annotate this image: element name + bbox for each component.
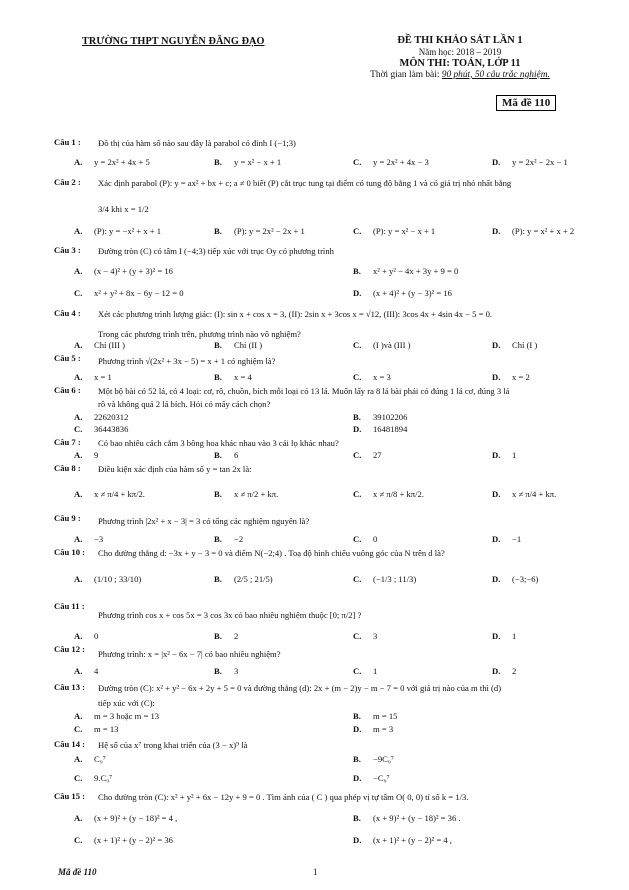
- option-letter: B.: [353, 711, 361, 721]
- option-letter: B.: [214, 450, 222, 460]
- question-label: Câu 6 :: [54, 385, 81, 395]
- answer-option: [214, 534, 243, 544]
- option-text: (P): y = −x² + x + 1: [94, 226, 162, 236]
- option-text: C₉⁷: [94, 754, 106, 764]
- answer-option: [74, 724, 118, 734]
- answer-option: [74, 574, 141, 584]
- option-text: y = x² − x + 1: [234, 157, 282, 167]
- question-label: Câu 14 :: [54, 739, 86, 749]
- option-text: x² + y² − 4x + 3y + 9 = 0: [373, 266, 459, 276]
- answer-option: [353, 340, 410, 350]
- option-text: 6: [234, 450, 239, 460]
- option-text: 3: [373, 631, 378, 641]
- option-letter: C.: [353, 450, 362, 460]
- question-text: Đường tròn (C) có tâm I (−4;3) tiếp xúc với trục Oy có phương trình: [98, 246, 334, 256]
- option-text: x = 2: [512, 372, 530, 382]
- option: [74, 157, 150, 167]
- option-letter: B.: [214, 372, 222, 382]
- option-text: Chỉ (III ): [94, 340, 126, 350]
- answer-option: [353, 773, 390, 783]
- question-text-cont: 3/4 khi x = 1/2: [98, 204, 149, 214]
- option-text: (x + 9)² + (y − 18)² = 36 .: [373, 813, 461, 823]
- question-text: Xác định parabol (P): y = ax² + bx + c; a ≠ 0 biết (P) cắt trục tung tại điểm có tung độ bằng 1 và có giá trị nhỏ nhất bằng: [98, 178, 512, 188]
- answer-option: [74, 813, 177, 823]
- time-line: Thời gian làm bài: 90 phút, 50 câu trắc nghiệm.: [370, 69, 550, 80]
- question-text: Cho đường tròn (C): x² + y² + 6x − 12y + 9 = 0 . Tìm ảnh của ( C ) qua phép vị tự tâm O( 0, 0) tỉ số k = 1/3.: [98, 792, 469, 802]
- question-label: Câu 12 :: [54, 644, 86, 654]
- option-letter: B.: [214, 340, 222, 350]
- option-letter: B.: [353, 412, 361, 422]
- question-text: Cho đường thẳng d: −3x + y − 3 = 0 và điểm N(−2;4) . Toạ độ hình chiếu vuông góc của N trên d là?: [98, 548, 445, 558]
- option-letter: D.: [492, 450, 501, 460]
- option-letter: B.: [353, 813, 361, 823]
- question-text: rô và không quá 2 lá bích. Hỏi có mấy cách chọn?: [98, 399, 271, 409]
- option-text: −1: [512, 534, 522, 544]
- option-text: (x + 1)² + (y − 2)² = 36: [94, 835, 173, 845]
- option-letter: C.: [74, 773, 83, 783]
- question-label: Câu 4 :: [54, 308, 81, 318]
- option-letter: D.: [492, 340, 501, 350]
- option-letter: B.: [214, 226, 222, 236]
- answer-option: [492, 631, 516, 641]
- option-letter: A.: [74, 813, 83, 823]
- answer-option: [353, 534, 377, 544]
- question-label: Câu 7 :: [54, 437, 81, 447]
- option-letter: D.: [492, 489, 501, 499]
- option-letter: C.: [353, 631, 362, 641]
- option-text: (P): y = x² + x + 2: [512, 226, 575, 236]
- option-text: x² + y² + 8x − 6y − 12 = 0: [94, 288, 184, 298]
- answer-option: [492, 372, 530, 382]
- option-letter: C.: [74, 724, 83, 734]
- question-text: tiếp xúc với (C):: [98, 698, 155, 708]
- answer-option: [492, 666, 516, 676]
- option-letter: C.: [353, 340, 362, 350]
- page-number: 1: [313, 867, 318, 877]
- answer-option: [74, 340, 125, 350]
- option-text: 22620312: [94, 412, 129, 422]
- option-letter: B.: [214, 489, 222, 499]
- question-text: Điều kiện xác định của hàm số y = tan 2x là:: [98, 464, 252, 474]
- option-letter: D.: [492, 372, 501, 382]
- question-text: Một bộ bài có 52 lá, có 4 loại: cơ, rô, chuồn, bích mỗi loại có 13 lá. Muốn lấy ra 8 lá bài phải có đúng 1 lá cơ, đúng 3 lá: [98, 386, 510, 396]
- subject-title: MÔN THI: TOÁN, LỚP 11: [399, 58, 521, 70]
- option-text: −9C₉⁷: [373, 754, 394, 764]
- option-letter: B.: [214, 534, 222, 544]
- option-letter: B.: [214, 157, 222, 167]
- option-text: 9: [94, 450, 99, 460]
- option-letter: D.: [353, 424, 362, 434]
- question-text: Hệ số của x⁷ trong khai triển của (3 − x)⁹ là: [98, 740, 248, 750]
- option-text: x ≠ π/4 + kπ/2.: [94, 489, 145, 499]
- answer-option: [353, 412, 407, 422]
- option-letter: A.: [74, 754, 83, 764]
- option-letter: D.: [492, 226, 501, 236]
- question-label: Câu 15 :: [54, 791, 86, 801]
- option-letter: A.: [74, 574, 83, 584]
- option-text: −2: [234, 534, 244, 544]
- option-text: 2: [512, 666, 517, 676]
- answer-option: [492, 574, 538, 584]
- answer-option: [492, 489, 556, 499]
- option-letter: A.: [74, 412, 83, 422]
- option-letter: A.: [74, 266, 83, 276]
- option-text: m = 13: [94, 724, 119, 734]
- answer-option: [74, 754, 106, 764]
- option-text: x = 1: [94, 372, 112, 382]
- answer-option: [492, 450, 516, 460]
- option-text: 3: [234, 666, 239, 676]
- option-text: 9.C₉⁷: [94, 773, 113, 783]
- option: [353, 157, 429, 167]
- answer-option: [214, 372, 252, 382]
- answer-option: [353, 631, 377, 641]
- option-text: 1: [512, 450, 517, 460]
- option-text: (x + 9)² + (y − 18)² = 4 ,: [94, 813, 178, 823]
- option-text: 0: [373, 534, 378, 544]
- option-letter: C.: [74, 288, 83, 298]
- answer-option: [74, 489, 145, 499]
- answer-option: [353, 266, 458, 276]
- question-text: Xét các phương trình lượng giác: (I): sin x + cos x = 3, (II): 2sin x + 3cos x = √12, (III): 3cos 4x + 4sin 4x − 5 = 0.: [98, 309, 493, 319]
- option-letter: D.: [492, 631, 501, 641]
- option-text: (2/5 ; 21/5): [234, 574, 273, 584]
- answer-option: [214, 340, 262, 350]
- option-letter: C.: [353, 226, 362, 236]
- answer-option: [353, 372, 391, 382]
- option-text: (−1/3 ; 11/3): [373, 574, 417, 584]
- option-letter: A.: [74, 631, 83, 641]
- option-letter: D.: [492, 574, 501, 584]
- option-letter: D.: [353, 835, 362, 845]
- question-text: Phương trình |2x² + x − 3| = 3 có tổng các nghiệm nguyên là?: [98, 516, 310, 526]
- option-letter: C.: [74, 424, 83, 434]
- option-letter: C.: [353, 666, 362, 676]
- answer-option: [492, 226, 574, 236]
- question-label: Câu 13 :: [54, 682, 86, 692]
- question-text: Có bao nhiêu cách cắm 3 bông hoa khác nhau vào 3 cái lọ khác nhau?: [98, 438, 339, 448]
- option-text: x = 4: [234, 372, 252, 382]
- exam-code-box: Mã đề 110: [496, 95, 556, 111]
- question-label: Câu 11 :: [54, 601, 85, 611]
- option-letter: C.: [353, 157, 362, 167]
- option-text: (−3;−6): [512, 574, 539, 584]
- answer-option: [214, 226, 305, 236]
- answer-option: [74, 424, 128, 434]
- answer-option: [74, 534, 103, 544]
- answer-option: [214, 574, 273, 584]
- answer-option: [74, 450, 98, 460]
- answer-option: [214, 631, 238, 641]
- answer-option: [353, 288, 452, 298]
- answer-option: [74, 372, 112, 382]
- option-text: (P): y = x² − x + 1: [373, 226, 436, 236]
- option-text: (x − 4)² + (y + 3)² = 16: [94, 266, 173, 276]
- answer-option: [353, 835, 452, 845]
- option-text: y = 2x² + 4x + 5: [94, 157, 150, 167]
- option-letter: C.: [353, 372, 362, 382]
- answer-option: [353, 754, 394, 764]
- answer-option: [74, 412, 128, 422]
- option-text: (P): y = 2x² − 2x + 1: [234, 226, 305, 236]
- option-text: x ≠ π/2 + kπ.: [234, 489, 279, 499]
- question-label: Câu 3 :: [54, 245, 81, 255]
- option-text: y = 2x² + 4x − 3: [373, 157, 429, 167]
- question-text: Phương trình cos x + cos 5x = 3 cos 3x có bao nhiêu nghiệm thuộc [0; π/2] ?: [98, 610, 362, 620]
- option-text: 4: [94, 666, 99, 676]
- answer-option: [74, 773, 112, 783]
- answer-option: [74, 266, 173, 276]
- exam-title: ĐỀ THI KHẢO SÁT LẦN 1: [397, 35, 523, 46]
- option-text: (x + 4)² + (y − 3)² = 16: [373, 288, 452, 298]
- option-text: (x + 1)² + (y − 2)² = 4 ,: [373, 835, 452, 845]
- answer-option: [74, 631, 98, 641]
- answer-option: [74, 711, 159, 721]
- option-letter: A.: [74, 489, 83, 499]
- question-label: Câu 5 :: [54, 353, 81, 363]
- option-text: 1: [512, 631, 517, 641]
- answer-option: [353, 489, 424, 499]
- answer-option: [214, 489, 278, 499]
- option-letter: D.: [353, 724, 362, 734]
- option-letter: C.: [353, 489, 362, 499]
- option-letter: D.: [492, 666, 501, 676]
- option-letter: B.: [353, 266, 361, 276]
- answer-option: [74, 288, 184, 298]
- answer-option: [353, 724, 393, 734]
- answer-option: [492, 340, 537, 350]
- option-text: 0: [94, 631, 99, 641]
- option-text: x ≠ π/4 + kπ.: [512, 489, 557, 499]
- option-text: −C₉⁷: [373, 773, 390, 783]
- option-text: m = 3 hoặc m = 13: [94, 711, 160, 721]
- option-text: 39102206: [373, 412, 408, 422]
- option-letter: A.: [74, 340, 83, 350]
- option-text: m = 15: [373, 711, 398, 721]
- answer-option: [214, 450, 238, 460]
- answer-option: [353, 450, 382, 460]
- question-text: Trong các phương trình trên, phương trình nào vô nghiệm?: [98, 329, 301, 339]
- option-text: 2: [234, 631, 239, 641]
- option-letter: D.: [492, 157, 501, 167]
- option-letter: A.: [74, 666, 83, 676]
- question-text: Đồ thị của hàm số nào sau đây là parabol có đỉnh I (−1;3): [98, 138, 296, 148]
- option-text: x = 3: [373, 372, 391, 382]
- answer-option: [74, 666, 98, 676]
- option-letter: B.: [353, 754, 361, 764]
- option-text: y = 2x² − 2x − 1: [512, 157, 568, 167]
- option-letter: A.: [74, 534, 83, 544]
- option-letter: B.: [214, 666, 222, 676]
- option-text: (1/10 ; 33/10): [94, 574, 142, 584]
- option-letter: A.: [74, 711, 83, 721]
- option-text: Chỉ (I ): [512, 340, 538, 350]
- answer-option: [353, 226, 435, 236]
- option-letter: A.: [74, 372, 83, 382]
- exam-header: [300, 35, 620, 81]
- option-text: Chỉ (II ): [234, 340, 263, 350]
- option-text: −3: [94, 534, 104, 544]
- option-letter: D.: [353, 288, 362, 298]
- school-name: TRƯỜNG THPT NGUYỄN ĐĂNG ĐẠO: [82, 36, 265, 47]
- school-year: Năm học: 2018 – 2019: [418, 46, 502, 57]
- option-letter: A.: [74, 157, 83, 167]
- footer-exam-code: Mã đề 110: [58, 867, 97, 877]
- question-text: Đường tròn (C): x² + y² − 6x + 2y + 5 = 0 và đường thẳng (d): 2x + (m − 2)y − m − 7 = 0 với giá trị nào của m thì (d): [98, 683, 502, 693]
- option-letter: C.: [74, 835, 83, 845]
- question-label: Câu 10 :: [54, 547, 86, 557]
- option-letter: A.: [74, 450, 83, 460]
- question-text: Phương trình: x = |x² − 6x − 7| có bao nhiêu nghiệm?: [98, 649, 281, 659]
- option: [214, 157, 281, 167]
- option-text: m = 3: [373, 724, 394, 734]
- option-text: 1: [373, 666, 378, 676]
- question-label: Câu 8 :: [54, 463, 81, 473]
- option: [492, 157, 568, 167]
- answer-option: [353, 711, 397, 721]
- option-text: (I )và (III ): [373, 340, 411, 350]
- answer-option: [492, 534, 521, 544]
- question-label: Câu 1 :: [54, 137, 81, 147]
- option-letter: D.: [353, 773, 362, 783]
- question-label: Câu 9 :: [54, 513, 81, 523]
- answer-option: [353, 666, 377, 676]
- option-letter: A.: [74, 226, 83, 236]
- option-letter: B.: [214, 631, 222, 641]
- question-text: Phương trình √(2x² + 3x − 5) = x + 1 có nghiệm là?: [98, 356, 276, 366]
- answer-option: [74, 226, 161, 236]
- question-label: Câu 2 :: [54, 177, 81, 187]
- answer-option: [353, 574, 416, 584]
- option-text: 27: [373, 450, 382, 460]
- option-letter: B.: [214, 574, 222, 584]
- option-text: 36443836: [94, 424, 129, 434]
- option-letter: C.: [353, 574, 362, 584]
- option-text: 16481894: [373, 424, 408, 434]
- answer-option: [214, 666, 238, 676]
- option-letter: D.: [492, 534, 501, 544]
- answer-option: [353, 424, 407, 434]
- option-letter: C.: [353, 534, 362, 544]
- answer-option: [74, 835, 173, 845]
- option-text: x ≠ π/8 + kπ/2.: [373, 489, 424, 499]
- answer-option: [353, 813, 461, 823]
